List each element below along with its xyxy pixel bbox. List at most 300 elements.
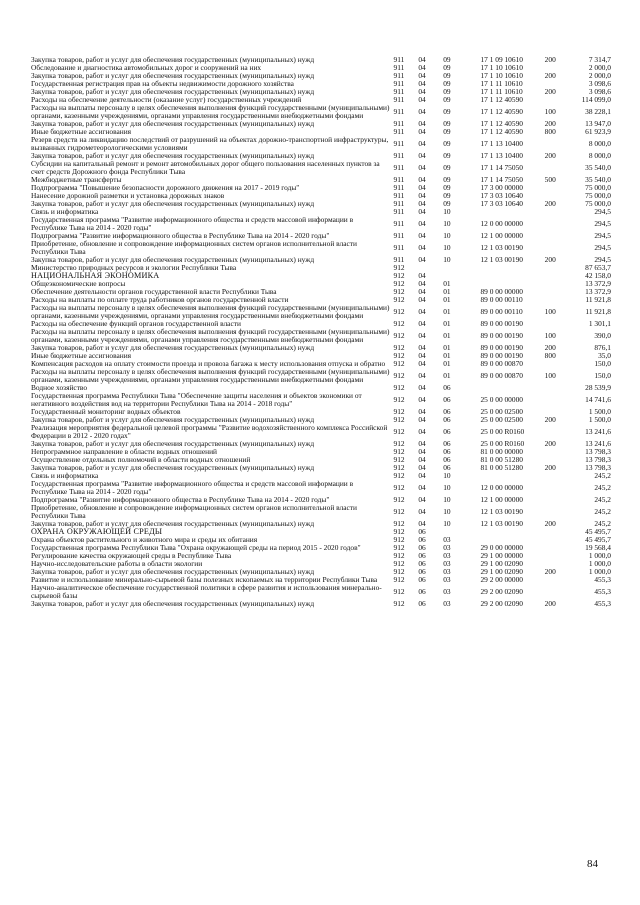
- row-subsection-code: 10: [443, 255, 451, 264]
- row-amount: 42 158,0: [585, 271, 611, 280]
- row-name: Государственная программа Республики Тыва "Охрана окружающей среды на период 2015 - 2020 годов": [31, 543, 361, 552]
- row-amount: 11 921,8: [585, 295, 611, 304]
- row-name: Осуществление отдельных полномочий в области водных отношений: [31, 455, 251, 464]
- row-section-code: 04: [418, 463, 426, 472]
- row-amount: 35 540,0: [585, 163, 611, 172]
- row-subsection-code: 06: [443, 455, 451, 464]
- row-name: Государственный мониторинг водных объектов: [31, 407, 181, 416]
- row-section-code: 04: [418, 331, 426, 340]
- table-row: [31, 160, 611, 176]
- row-ministry-code: 912: [393, 559, 405, 568]
- row-ministry-code: 912: [393, 307, 405, 316]
- row-target-article: 25 0 00 02500: [480, 407, 523, 416]
- row-amount: 14 741,6: [585, 395, 611, 404]
- row-subsection-code: 03: [443, 587, 451, 596]
- row-name: Расходы на выплаты персоналу в целях обеспечения выполнения функций государственными (муниципальными) органами, казенными учреждениями, органами управления государственными внебюджетными фондами: [31, 303, 390, 320]
- row-target-article: 29 1 00 02090: [480, 559, 523, 568]
- row-name: Закупка товаров, работ и услуг для обеспечения государственных (муниципальных) нужд: [31, 343, 315, 352]
- row-subsection-code: 03: [443, 575, 451, 584]
- row-expense-type: 100: [544, 107, 556, 116]
- row-target-article: 17 1 14 75050: [480, 175, 523, 184]
- row-ministry-code: 911: [393, 119, 405, 128]
- row-expense-type: [545, 136, 576, 152]
- row-amount: 35 540,0: [585, 175, 611, 184]
- row-expense-type: [545, 232, 576, 240]
- row-ministry-code: 911: [393, 71, 405, 80]
- row-ministry-code: 912: [393, 567, 405, 576]
- row-section-code: 04: [418, 447, 426, 456]
- row-amount: 245,2: [594, 507, 611, 516]
- row-subsection-code: 09: [443, 119, 451, 128]
- row-expense-type: [545, 384, 576, 392]
- row-target-article: [480, 208, 544, 216]
- row-name: Расходы на выплаты по оплате труда работников органов государственной власти: [31, 295, 289, 304]
- row-amount: 1 500,0: [588, 407, 611, 416]
- row-ministry-code: 912: [393, 495, 405, 504]
- row-subsection-code: 01: [443, 351, 451, 360]
- row-target-article: 17 3 03 10640: [480, 199, 523, 208]
- row-amount: 114 099,0: [581, 95, 611, 104]
- row-section-code: 04: [418, 351, 426, 360]
- table-row: [31, 368, 611, 384]
- row-expense-type: 200: [544, 567, 556, 576]
- row-target-article: 89 0 00 00110: [480, 295, 523, 304]
- row-expense-type: 800: [544, 351, 556, 360]
- row-subsection-code: 06: [443, 439, 451, 448]
- row-section-code: 04: [418, 55, 426, 64]
- row-section-code: 04: [418, 87, 426, 96]
- row-name: Водное хозяйство: [31, 383, 88, 392]
- row-subsection-code: 09: [443, 107, 451, 116]
- row-target-article: 25 0 00 02500: [480, 415, 523, 424]
- row-section-code: 04: [418, 295, 426, 304]
- row-ministry-code: 912: [393, 575, 405, 584]
- row-section-code: 04: [418, 427, 426, 436]
- row-target-article: 29 1 00 02090: [480, 567, 523, 576]
- row-expense-type: [545, 184, 576, 192]
- row-ministry-code: 912: [393, 427, 405, 436]
- row-amount: 11 921,8: [585, 307, 611, 316]
- row-name: Закупка товаров, работ и услуг для обеспечения государственных (муниципальных) нужд: [31, 567, 315, 576]
- row-section-code: 04: [418, 107, 426, 116]
- row-subsection-code: 09: [443, 151, 451, 160]
- row-section-code: 04: [418, 359, 426, 368]
- row-section-code: 06: [418, 575, 426, 584]
- row-name: Регулирование качества окружающей среды в Республике Тыва: [31, 551, 232, 560]
- row-target-article: 81 0 00 51280: [480, 455, 523, 464]
- row-name: Закупка товаров, работ и услуг для обеспечения государственных (муниципальных) нужд: [31, 199, 315, 208]
- row-amount: 13 372,9: [585, 279, 611, 288]
- table-row: [31, 504, 611, 520]
- row-amount: 7 314,7: [588, 55, 611, 64]
- row-target-article: 29 2 00 02090: [480, 599, 523, 608]
- table-row: [31, 104, 611, 120]
- row-ministry-code: 911: [393, 95, 405, 104]
- row-expense-type: [545, 160, 576, 176]
- row-expense-type: 200: [544, 439, 556, 448]
- row-subsection-code: 03: [443, 599, 451, 608]
- row-expense-type: [545, 360, 576, 368]
- row-target-article: 29 0 00 00000: [480, 543, 523, 552]
- row-amount: 390,0: [594, 331, 611, 340]
- row-name: Закупка товаров, работ и услуг для обеспечения государственных (муниципальных) нужд: [31, 519, 315, 528]
- row-target-article: 17 1 12 40590: [480, 127, 523, 136]
- row-section-code: 04: [418, 127, 426, 136]
- row-target-article: 12 0 00 00000: [480, 219, 523, 228]
- row-amount: 13 241,6: [585, 427, 611, 436]
- row-subsection-code: 01: [443, 331, 451, 340]
- row-expense-type: [545, 544, 576, 552]
- row-subsection-code: 01: [443, 295, 451, 304]
- row-name: Закупка товаров, работ и услуг для обеспечения государственных (муниципальных) нужд: [31, 415, 315, 424]
- row-subsection-code: 09: [443, 71, 451, 80]
- row-name: Государственная программа "Развитие информационного общества и средств массовой информации в Республике Тыва на 2014 - 2020 годы": [31, 479, 354, 496]
- row-amount: 28 539,9: [585, 383, 611, 392]
- table-row: [31, 600, 611, 608]
- row-name: Закупка товаров, работ и услуг для обеспечения государственных (муниципальных) нужд: [31, 439, 315, 448]
- row-amount: 13 372,9: [585, 287, 611, 296]
- row-section-code: 04: [418, 455, 426, 464]
- budget-table-body: [31, 56, 611, 608]
- row-expense-type: 100: [544, 371, 556, 380]
- row-subsection-code: 10: [443, 231, 451, 240]
- row-amount: 45 495,7: [585, 527, 611, 536]
- page-number: 84: [587, 858, 598, 870]
- row-name: Межбюджетные трансферты: [31, 175, 122, 184]
- row-name: НАЦИОНАЛЬНАЯ ЭКОНОМИКА: [31, 271, 160, 280]
- row-ministry-code: 912: [393, 331, 405, 340]
- row-expense-type: 200: [544, 599, 556, 608]
- row-subsection-code: 10: [443, 483, 451, 492]
- row-ministry-code: 912: [393, 527, 405, 536]
- row-section-code: 04: [418, 79, 426, 88]
- row-target-article: 17 1 10 10610: [480, 63, 523, 72]
- row-subsection-code: 10: [443, 507, 451, 516]
- row-section-code: 04: [418, 383, 426, 392]
- row-target-article: 17 1 13 10400: [480, 151, 523, 160]
- row-target-article: 17 1 13 10400: [480, 139, 523, 148]
- row-amount: 35,0: [598, 351, 611, 360]
- row-name: Закупка товаров, работ и услуг для обеспечения государственных (муниципальных) нужд: [31, 119, 315, 128]
- row-name: Подпрограмма "Развитие информационного общества в Республике Тыва на 2014 - 2020 годы": [31, 495, 330, 504]
- row-subsection-code: 06: [443, 427, 451, 436]
- row-ministry-code: 911: [393, 79, 405, 88]
- row-amount: 13 798,3: [585, 455, 611, 464]
- row-section-code: 04: [418, 271, 426, 280]
- row-section-code: 04: [418, 191, 426, 200]
- row-name: Субсидии на капитальный ремонт и ремонт автомобильных дорог общего пользования населенных пунктов за счет средств Дорожного фонда Республики Тыва: [31, 159, 380, 176]
- row-target-article: 17 1 11 10610: [480, 79, 523, 88]
- row-amount: 245,2: [594, 483, 611, 492]
- row-name: Резерв средств на ликвидацию последствий от разрушений на объектах дорожно-транспортной инфраструктуры, вызванных гидрометеорологическими условиями: [31, 135, 389, 152]
- row-ministry-code: 911: [393, 219, 405, 228]
- table-row: [31, 216, 611, 232]
- row-name: Подпрограмма "Развитие информационного общества в Республике Тыва на 2014 - 2020 годы": [31, 231, 330, 240]
- row-section-code: 04: [418, 231, 426, 240]
- row-expense-type: [545, 216, 576, 232]
- row-expense-type: [545, 208, 576, 216]
- row-amount: 45 495,7: [585, 535, 611, 544]
- row-amount: 8 000,0: [588, 139, 611, 148]
- row-expense-type: 200: [544, 71, 556, 80]
- row-amount: 3 098,6: [588, 87, 611, 96]
- row-amount: 19 568,4: [585, 543, 611, 552]
- row-amount: 75 000,0: [585, 183, 611, 192]
- row-target-article: 12 1 00 00000: [480, 231, 523, 240]
- row-target-article: 17 1 14 75050: [480, 163, 523, 172]
- row-name: Расходы на обеспечение деятельности (оказание услуг) государственных учреждений: [31, 95, 302, 104]
- row-expense-type: 200: [544, 463, 556, 472]
- row-section-code: 04: [418, 371, 426, 380]
- row-amount: 294,5: [594, 207, 611, 216]
- row-subsection-code: 09: [443, 183, 451, 192]
- row-amount: 75 000,0: [585, 199, 611, 208]
- row-ministry-code: 912: [393, 551, 405, 560]
- row-ministry-code: 911: [393, 175, 405, 184]
- row-name: Закупка товаров, работ и услуг для обеспечения государственных (муниципальных) нужд: [31, 87, 315, 96]
- row-section-code: 06: [418, 551, 426, 560]
- row-target-article: 12 1 03 00190: [480, 519, 523, 528]
- row-section-code: 04: [418, 471, 426, 480]
- row-ministry-code: 911: [393, 87, 405, 96]
- row-ministry-code: 912: [393, 519, 405, 528]
- row-subsection-code: 01: [443, 307, 451, 316]
- row-expense-type: 200: [544, 519, 556, 528]
- row-target-article: 17 1 12 40590: [480, 107, 523, 116]
- row-name: Компенсация расходов на оплату стоимости проезда и провоза багажа к месту использования отпуска и обратно: [31, 359, 386, 368]
- row-section-code: 04: [418, 71, 426, 80]
- row-amount: 13 947,0: [585, 119, 611, 128]
- row-target-article: 89 0 00 00190: [480, 351, 523, 360]
- row-expense-type: [545, 264, 576, 272]
- row-section-code: 06: [418, 567, 426, 576]
- row-expense-type: 200: [544, 255, 556, 264]
- row-name: Государственная программа "Развитие информационного общества и средств массовой информации в Республике Тыва на 2014 - 2020 годы": [31, 215, 354, 232]
- row-target-article: [480, 528, 544, 536]
- row-amount: 455,3: [594, 587, 611, 596]
- row-amount: 13 241,6: [585, 439, 611, 448]
- row-ministry-code: 911: [393, 255, 405, 264]
- row-ministry-code: 912: [393, 543, 405, 552]
- row-section-code: 04: [418, 415, 426, 424]
- row-section-code: 04: [418, 307, 426, 316]
- row-amount: 1 000,0: [588, 559, 611, 568]
- row-ministry-code: 912: [393, 383, 405, 392]
- row-ministry-code: 912: [393, 587, 405, 596]
- row-ministry-code: 912: [393, 263, 405, 272]
- row-name: Закупка товаров, работ и услуг для обеспечения государственных (муниципальных) нужд: [31, 55, 315, 64]
- row-amount: 294,5: [594, 243, 611, 252]
- row-subsection-code: [443, 264, 480, 272]
- table-row: [31, 136, 611, 152]
- row-ministry-code: 912: [393, 343, 405, 352]
- row-amount: 876,1: [594, 343, 611, 352]
- row-section-code: 04: [418, 163, 426, 172]
- row-target-article: [480, 472, 544, 480]
- row-subsection-code: 10: [443, 243, 451, 252]
- row-name: Иные бюджетные ассигнования: [31, 351, 132, 360]
- row-amount: 2 000,0: [588, 63, 611, 72]
- row-name: Охрана объектов растительного и животного мира и среды их обитания: [31, 535, 258, 544]
- row-expense-type: [545, 392, 576, 408]
- row-subsection-code: 01: [443, 287, 451, 296]
- row-ministry-code: 912: [393, 463, 405, 472]
- row-amount: 294,5: [594, 255, 611, 264]
- row-section-code: 04: [418, 407, 426, 416]
- table-row: [31, 240, 611, 256]
- row-section-code: 04: [418, 243, 426, 252]
- budget-table: [31, 56, 611, 608]
- row-name: Иные бюджетные ассигнования: [31, 127, 132, 136]
- row-ministry-code: 911: [393, 55, 405, 64]
- row-expense-type: [545, 280, 576, 288]
- row-subsection-code: 09: [443, 127, 451, 136]
- row-ministry-code: 911: [393, 207, 405, 216]
- row-target-article: 17 1 12 40590: [480, 119, 523, 128]
- row-subsection-code: 03: [443, 567, 451, 576]
- row-target-article: 17 3 03 10640: [480, 191, 523, 200]
- row-name: Государственная регистрация прав на объекты недвижимости дорожного хозяйства: [31, 79, 294, 88]
- row-subsection-code: 06: [443, 415, 451, 424]
- row-target-article: 12 1 03 00190: [480, 255, 523, 264]
- table-row: [31, 200, 611, 208]
- row-expense-type: [545, 504, 576, 520]
- row-name: Связь и информатика: [31, 207, 99, 216]
- row-expense-type: [545, 320, 576, 328]
- table-row: [31, 464, 611, 472]
- row-amount: 8 000,0: [588, 151, 611, 160]
- row-target-article: 89 0 00 00870: [480, 359, 523, 368]
- row-expense-type: 200: [544, 55, 556, 64]
- row-section-code: 04: [418, 483, 426, 492]
- row-name: Развитие и использование минерально-сырьевой базы полезных ископаемых на территории Республики Тыва: [31, 575, 378, 584]
- row-expense-type: 200: [544, 343, 556, 352]
- row-amount: 294,5: [594, 219, 611, 228]
- row-name: Подпрограмма "Повышение безопасности дорожного движения на 2017 - 2019 годы": [31, 183, 300, 192]
- row-name: Приобретение, обновление и сопровождение информационных систем органов исполнительной власти Республики Тыва: [31, 239, 357, 256]
- row-ministry-code: 912: [393, 507, 405, 516]
- row-name: ОХРАНА ОКРУЖАЮЩЕЙ СРЕДЫ: [31, 527, 163, 536]
- row-name: Расходы на выплаты персоналу в целях обеспечения выполнения функций государственными (муниципальными) органами, казенными учреждениями, органами управления государственными внебюджетными фондами: [31, 103, 390, 120]
- row-name: Государственная программа Республики Тыва "Обеспечение защиты населения и объектов экономики от негативного воздействия вод на территории Республики Тыва на 2014 - 2018 годы": [31, 391, 362, 408]
- row-expense-type: [545, 472, 576, 480]
- row-target-article: 81 0 00 51280: [480, 463, 523, 472]
- row-section-code: 04: [418, 495, 426, 504]
- row-expense-type: [545, 576, 576, 584]
- row-target-article: 89 0 00 00110: [480, 307, 523, 316]
- row-section-code: 06: [418, 559, 426, 568]
- row-subsection-code: 10: [443, 207, 451, 216]
- row-amount: 13 798,3: [585, 447, 611, 456]
- row-amount: 150,0: [594, 371, 611, 380]
- row-expense-type: 200: [544, 151, 556, 160]
- row-amount: 245,2: [594, 471, 611, 480]
- row-section-code: 04: [418, 151, 426, 160]
- row-subsection-code: 01: [443, 343, 451, 352]
- row-ministry-code: 912: [393, 359, 405, 368]
- row-ministry-code: 911: [393, 63, 405, 72]
- row-target-article: 29 2 00 02090: [480, 587, 523, 596]
- row-target-article: 12 0 00 00000: [480, 483, 523, 492]
- row-target-article: 25 0 00 R0160: [480, 439, 525, 448]
- row-expense-type: [545, 272, 576, 280]
- row-ministry-code: 912: [393, 295, 405, 304]
- row-amount: 1 000,0: [588, 551, 611, 560]
- row-subsection-code: 01: [443, 279, 451, 288]
- row-subsection-code: 09: [443, 175, 451, 184]
- row-subsection-code: 09: [443, 79, 451, 88]
- row-target-article: 89 0 00 00000: [480, 287, 523, 296]
- row-ministry-code: 912: [393, 319, 405, 328]
- row-name: Закупка товаров, работ и услуг для обеспечения государственных (муниципальных) нужд: [31, 463, 315, 472]
- table-row: [31, 328, 611, 344]
- row-target-article: 12 1 03 00190: [480, 243, 523, 252]
- row-amount: 294,5: [594, 231, 611, 240]
- row-target-article: 89 0 00 00190: [480, 319, 523, 328]
- row-target-article: 29 1 00 00000: [480, 551, 523, 560]
- row-amount: 3 098,6: [588, 79, 611, 88]
- row-subsection-code: 03: [443, 551, 451, 560]
- row-section-code: 06: [418, 543, 426, 552]
- row-expense-type: [545, 424, 576, 440]
- row-amount: 245,2: [594, 519, 611, 528]
- row-subsection-code: 01: [443, 319, 451, 328]
- row-section-code: 04: [418, 287, 426, 296]
- row-target-article: 17 1 11 10610: [480, 87, 523, 96]
- row-section-code: 04: [418, 519, 426, 528]
- row-subsection-code: 09: [443, 87, 451, 96]
- row-section-code: 06: [418, 535, 426, 544]
- row-ministry-code: 911: [393, 139, 405, 148]
- row-expense-type: [545, 528, 576, 536]
- row-section-code: 04: [418, 319, 426, 328]
- row-subsection-code: 06: [443, 407, 451, 416]
- row-subsection-code: 09: [443, 199, 451, 208]
- row-subsection-code: 10: [443, 495, 451, 504]
- row-target-article: 89 0 00 00870: [480, 371, 523, 380]
- row-ministry-code: 911: [393, 231, 405, 240]
- table-row: [31, 304, 611, 320]
- row-name: Приобретение, обновление и сопровождение информационных систем органов исполнительной власти Республики Тыва: [31, 503, 357, 520]
- row-subsection-code: 10: [443, 519, 451, 528]
- row-ministry-code: 912: [393, 447, 405, 456]
- row-name: Научно-исследовательские работы в области экологии: [31, 559, 203, 568]
- row-name: Обследование и диагностика автомобильных дорог и сооружений на них: [31, 63, 262, 72]
- row-section-code: 04: [418, 395, 426, 404]
- row-ministry-code: 912: [393, 483, 405, 492]
- row-name: Закупка товаров, работ и услуг для обеспечения государственных (муниципальных) нужд: [31, 255, 315, 264]
- row-target-article: 29 2 00 00000: [480, 575, 523, 584]
- row-amount: 87 653,7: [585, 263, 611, 272]
- row-subsection-code: 01: [443, 371, 451, 380]
- row-expense-type: [545, 480, 576, 496]
- row-target-article: 89 0 00 00190: [480, 331, 523, 340]
- table-row: [31, 584, 611, 600]
- row-target-article: 17 3 00 00000: [480, 183, 523, 192]
- row-target-article: 12 1 03 00190: [480, 507, 523, 516]
- row-ministry-code: 911: [393, 183, 405, 192]
- row-section-code: 04: [418, 507, 426, 516]
- row-ministry-code: 911: [393, 243, 405, 252]
- row-subsection-code: 01: [443, 359, 451, 368]
- row-expense-type: [545, 288, 576, 296]
- row-subsection-code: 10: [443, 219, 451, 228]
- row-ministry-code: 911: [393, 163, 405, 172]
- row-ministry-code: 912: [393, 271, 405, 280]
- row-target-article: 12 1 00 00000: [480, 495, 523, 504]
- row-target-article: 17 1 10 10610: [480, 71, 523, 80]
- row-section-code: 04: [418, 139, 426, 148]
